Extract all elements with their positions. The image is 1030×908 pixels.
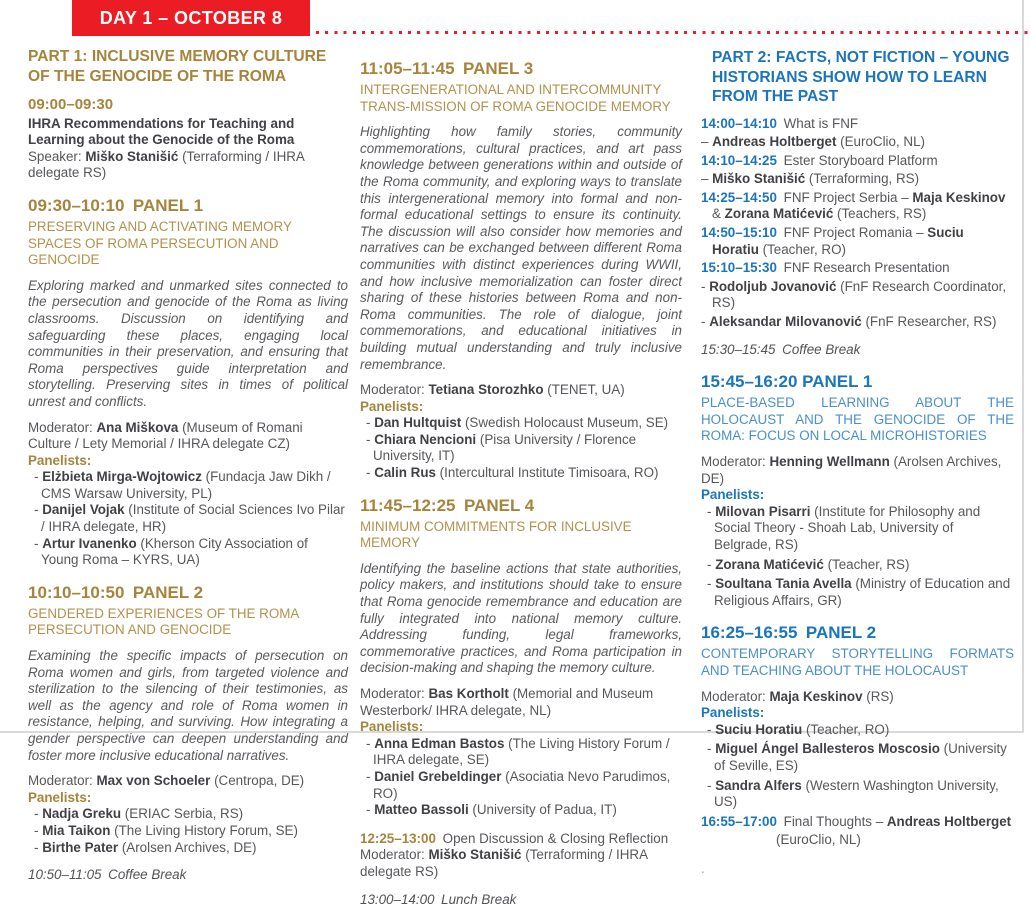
text-segment: (TENET, UA) <box>543 382 625 398</box>
text-segment: Panelists: <box>28 789 92 805</box>
panel-heading <box>701 623 1014 643</box>
schedule-item <box>701 814 1014 831</box>
text-segment: - <box>707 556 716 572</box>
text-segment: Moderator: <box>360 686 429 701</box>
text-segment: - <box>701 314 710 330</box>
panel-subtitle <box>360 82 682 115</box>
text-segment: Artur Ivanenko <box>42 535 137 551</box>
text-segment: Rodoljub Jovanović <box>709 278 837 294</box>
panel-description <box>28 648 348 764</box>
text-segment: (FnF Researcher, RS) <box>861 314 997 330</box>
text-segment: - <box>366 735 375 751</box>
text-segment: (Arolsen Archives, DE) <box>701 454 1002 486</box>
schedule-item <box>701 190 1014 223</box>
text-segment: – <box>701 134 713 150</box>
panelists-label <box>28 453 348 470</box>
text-segment: 09:00–09:30 <box>28 96 114 113</box>
text-segment: (EuroClio, NL) <box>776 832 861 848</box>
text-segment: Zorana Matićević <box>715 556 824 572</box>
panelist <box>28 502 348 535</box>
text-segment: Andreas Holtberget <box>886 813 1012 829</box>
panelist <box>360 802 682 819</box>
text-segment: (Arolsen Archives, DE) <box>118 839 257 855</box>
text-segment: (Teachers, RS) <box>833 206 927 222</box>
text-segment: INTERGENERATIONAL AND INTERCOMMUNITY TRANS-MISSION OF ROMA GENOCIDE MEMORY <box>360 82 671 114</box>
panelist <box>701 778 1014 811</box>
panelist <box>360 415 682 432</box>
text-segment: (Terraforming / IHRA delegate RS) <box>28 148 305 181</box>
text-segment: - <box>34 469 43 485</box>
text-segment: Suciu Horatiu <box>712 225 964 257</box>
panelist <box>701 741 1014 774</box>
text-segment: PRESERVING AND ACTIVATING MEMORY SPACES OF ROMA PERSECUTION AND GENOCIDE <box>28 218 292 268</box>
text-segment: Moderator: <box>360 847 429 863</box>
text-segment: - <box>366 415 375 431</box>
text-segment: (Pisa University / Florence University, IT) <box>373 431 637 464</box>
text-segment: (Ministry of Education and Religious Affairs, GR) <box>714 576 1011 608</box>
text-segment: (Teacher, RO) <box>802 721 890 737</box>
text-segment: & <box>712 206 725 222</box>
text-segment: Mia Taikon <box>42 822 111 838</box>
panelist <box>28 840 348 857</box>
text-segment: 15:10–15:30 <box>701 260 777 276</box>
session-title <box>28 116 348 149</box>
text-segment: Moderator: <box>701 688 770 704</box>
text-segment: Miguel Ángel Ballesteros Moscosio <box>715 741 940 757</box>
text-segment: (Kherson City Association of Young Roma – KYRS, UA) <box>41 535 308 568</box>
panelists-label <box>701 487 1014 504</box>
text-segment: FNF Project Romania – <box>776 225 928 241</box>
text-segment: - <box>707 503 716 519</box>
text-segment: Anna Edman Bastos <box>374 735 505 751</box>
text-segment: 13:00–14:00 Lunch Break <box>360 891 517 907</box>
text-segment: - <box>366 802 375 818</box>
text-segment: GENDERED EXPERIENCES OF THE ROMA PERSECUTION AND GENOCIDE <box>28 605 299 638</box>
text-segment: 16:25–16:55 PANEL 2 <box>701 623 877 643</box>
text-segment: (Institute of Social Sciences Ivo Pilar / IHRA delegate, HR) <box>41 502 345 535</box>
text-segment: - <box>707 721 716 737</box>
text-segment: 11:45–12:25 PANEL 4 <box>360 495 535 515</box>
text-segment: (ERIAC Serbia, RS) <box>121 806 244 822</box>
text-segment: (University of Seville, ES) <box>714 741 1007 773</box>
panelists-label <box>28 790 348 807</box>
text-segment: (Teacher, RO) <box>758 241 846 257</box>
schedule-item <box>701 153 1014 170</box>
text-segment: Ana Miškova <box>96 419 179 435</box>
text-segment: 15:30–15:45 Coffee Break <box>701 341 861 357</box>
text-segment: (Asociatia Nevo Parudimos, RO) <box>373 768 671 801</box>
text-segment: Soultana Tania Avella <box>715 576 852 592</box>
text-segment: Panelists: <box>360 398 424 414</box>
text-segment: Milovan Pisarri <box>715 503 811 519</box>
panel-heading <box>360 496 682 516</box>
text-segment: Moderator: <box>28 773 97 789</box>
coffee-break <box>701 342 1014 359</box>
schedule-item-continuation <box>701 832 1014 849</box>
schedule-speaker <box>701 171 1014 188</box>
panel-heading <box>28 583 348 603</box>
text-segment: Exploring marked and unmarked sites connected to the persecution and genocide of the Roma as living classrooms. Discussion on identifying and safeguarding these places, engaging local communities in their preservation, and ensuring that Roma perspectives guide interpretation and storytelling. Preserving sites in times of political unrest and conflicts. <box>28 277 348 409</box>
text-segment: – <box>701 171 713 187</box>
text-segment: Open Discussion & Closing Reflection <box>435 830 669 846</box>
text-segment: 11:05–11:45 PANEL 3 <box>360 59 534 78</box>
text-segment: Maja Keskinov <box>912 189 1006 205</box>
text-segment: Panelists: <box>360 719 424 735</box>
text-segment: FNF Research Presentation <box>776 260 950 276</box>
text-segment: Danijel Vojak <box>42 502 125 518</box>
text-segment: IHRA Recommendations for Teaching and Learning about the Genocide of the Roma <box>28 115 295 148</box>
text-segment: - <box>701 278 710 294</box>
text-segment: - <box>34 535 43 551</box>
panelist <box>701 722 1014 739</box>
panelist <box>28 823 348 840</box>
panel-subtitle <box>360 519 682 552</box>
text-segment: Zorana Matićević <box>724 206 834 222</box>
panel-heading <box>360 59 682 79</box>
text-segment: Miško Stanišić <box>712 171 806 187</box>
text-segment: 14:25–14:50 <box>701 189 777 205</box>
text-segment: Ester Storyboard Platform <box>776 152 938 168</box>
text-segment: (Terraforming / IHRA delegate RS) <box>360 847 648 879</box>
lunch-break <box>360 892 682 908</box>
panel-subtitle <box>28 219 348 269</box>
text-segment: Tetiana Storozhko <box>428 382 544 398</box>
text-segment: (Western Washington University, US) <box>714 777 999 810</box>
panel-description <box>28 278 348 411</box>
text-segment: Birthe Pater <box>42 839 119 855</box>
program-column-middle <box>360 45 682 908</box>
schedule-item <box>701 116 1014 133</box>
text-segment: - <box>707 576 716 592</box>
text-segment: - <box>707 777 716 793</box>
panel-description <box>360 124 682 373</box>
text-segment: 14:10–14:25 <box>701 152 777 168</box>
text-segment: (EuroClio, NL) <box>836 134 925 150</box>
text-segment: Moderator: <box>701 454 770 469</box>
text-segment: Panelists: <box>701 705 765 721</box>
text-segment: (RS) <box>862 688 894 704</box>
panel-heading <box>701 372 1014 392</box>
text-segment: (University of Padua, IT) <box>468 802 617 818</box>
text-segment: Henning Wellmann <box>769 454 890 469</box>
speaker-line <box>28 149 348 182</box>
text-segment: - <box>34 806 43 822</box>
moderator-line <box>360 382 682 399</box>
stray-mark <box>701 861 1014 878</box>
panelists-label <box>701 705 1014 722</box>
text-segment: Panelists: <box>28 452 92 468</box>
text-segment: What is FNF <box>776 115 859 131</box>
text-segment: MINIMUM COMMITMENTS FOR INCLUSIVE MEMORY <box>360 518 632 551</box>
schedule-item <box>701 260 1014 277</box>
schedule-speaker <box>701 279 1014 312</box>
session-time <box>28 97 348 114</box>
panelist <box>28 806 348 823</box>
moderator-line <box>360 686 682 719</box>
part2-title <box>701 48 1014 107</box>
text-segment: Daniel Grebeldinger <box>374 768 502 784</box>
text-segment: (The Living History Forum / IHRA delegate, SE) <box>373 735 670 768</box>
day-banner <box>72 0 310 36</box>
text-segment: (Museum of Romani Culture / Lety Memorial / IHRA delegate CZ) <box>28 419 303 452</box>
panelist <box>360 465 682 482</box>
panel-heading <box>28 196 348 216</box>
program-column-right <box>701 48 1014 877</box>
text-segment: Final Thoughts – <box>776 813 887 829</box>
text-segment: Moderator: <box>360 382 429 398</box>
text-segment: Dan Hultquist <box>374 415 462 431</box>
panel-subtitle <box>701 646 1014 679</box>
panelist <box>360 432 682 465</box>
text-segment: Identifying the baseline actions that state authorities, policy makers, and institutions should take to ensure that Roma genocide remembrance and education are fully integrated into national memory culture. Addressing funding, legal frameworks, commemorative practices, and Roma participation in decision-making and shaping the memory culture. <box>360 560 682 676</box>
text-segment: Highlighting how family stories, community commemorations, cultural practices, and art pass knowledge between generations within and outside of the Roma community, and exploring ways to translate this intergenerational memory into formal and non-formal educational settings to ensure its continuity. The discussion will also consider how memories and narratives can be exchanged between different Roma communities with distinct experiences during WWII, and how inclusive memorialization can foster direct sharing of these histories between Roma and non-Roma communities. The role of dialogue, joint commemorations, and educational initiatives in building mutual understanding and truly inclusive remembrance. <box>360 124 682 372</box>
text-segment: Miško Stanišić <box>85 148 179 164</box>
text-segment: 14:50–15:10 <box>701 225 777 241</box>
panel-subtitle <box>701 395 1014 445</box>
text-segment: Elżbieta Mirga-Wojtowicz <box>42 469 202 485</box>
text-segment: (Memorial and Museum Westerbork/ IHRA delegate, NL) <box>360 686 654 718</box>
schedule-speaker <box>701 314 1014 331</box>
moderator-line <box>701 689 1014 706</box>
text-segment: - <box>366 768 375 784</box>
panel-description <box>360 561 682 677</box>
text-segment: PLACE-BASED LEARNING ABOUT THE HOLOCAUST AND THE GENOCIDE OF THE ROMA: FOCUS ON LOCAL MICROHISTORIES <box>701 395 1014 444</box>
panelist <box>701 576 1014 609</box>
text-segment: Chiara Nencioni <box>374 431 477 447</box>
text-segment: Calin Rus <box>374 465 436 481</box>
panelist <box>701 557 1014 574</box>
text-segment: (Swedish Holocaust Museum, SE) <box>461 415 669 431</box>
moderator-line <box>28 420 348 453</box>
text-segment: 10:10–10:50 PANEL 2 <box>28 582 204 602</box>
text-segment: - <box>34 839 43 855</box>
panelists-label <box>360 719 682 736</box>
text-segment: CONTEMPORARY STORYTELLING FORMATS AND TEACHING ABOUT THE HOLOCAUST <box>701 646 1014 678</box>
text-segment: PART 1: INCLUSIVE MEMORY CULTURE OF THE GENOCIDE OF THE ROMA <box>28 48 327 85</box>
moderator-line <box>701 454 1014 487</box>
schedule-item <box>701 225 1014 258</box>
text-segment: 15:45–16:20 PANEL 1 <box>701 372 873 392</box>
text-segment: Moderator: <box>28 419 97 435</box>
text-segment: Speaker: <box>28 148 86 164</box>
text-segment: - <box>366 465 375 481</box>
text-segment: Examining the specific impacts of persecution on Roma women and girls, from targeted violence and sterilization to the silencing of their testimonies, as well as the agency and role of Roma women in resistance, helping, and surviving. How integrating a gender perspective can deepen understanding and foster more inclusive educational narratives. <box>28 648 348 763</box>
text-segment: (FnF Research Coordinator, RS) <box>712 278 1007 311</box>
program-column-left <box>28 47 348 884</box>
schedule-speaker <box>701 134 1014 151</box>
moderator-line <box>28 773 348 790</box>
text-segment: Sandra Alfers <box>715 777 802 793</box>
text-segment: - <box>366 431 375 447</box>
text-segment: PART 2: FACTS, NOT FICTION – YOUNG HISTORIANS SHOW HOW TO LEARN FROM THE PAST <box>712 49 1010 105</box>
text-segment: (Fundacja Jaw Dikh / CMS Warsaw University, PL) <box>41 469 331 501</box>
text-segment: Maja Keskinov <box>769 688 863 704</box>
dotted-separator <box>316 31 1028 34</box>
text-segment: (Intercultural Institute Timisoara, RO) <box>435 465 659 481</box>
text-segment: 10:50–11:05 Coffee Break <box>28 867 187 883</box>
text-segment: Andreas Holtberget <box>712 134 837 150</box>
text-segment: 16:55–17:00 <box>701 813 777 829</box>
text-segment: Nadja Greku <box>42 806 122 822</box>
text-segment: - <box>707 741 716 757</box>
panelists-label <box>360 399 682 416</box>
day-banner-title: DAY 1 – OCTOBER 8 <box>99 7 283 28</box>
text-segment: Aleksandar Milovanović <box>709 314 862 330</box>
text-segment: 09:30–10:10 PANEL 1 <box>28 195 204 215</box>
text-segment: Matteo Bassoli <box>374 802 469 818</box>
text-segment: (Terraforming, RS) <box>805 171 920 187</box>
text-segment: Panelists: <box>701 487 765 503</box>
panelist <box>360 769 682 802</box>
panel-subtitle <box>28 606 348 639</box>
text-segment: Miško Stanišić <box>428 847 522 863</box>
text-segment: FNF Project Serbia – <box>776 189 913 205</box>
text-segment: . <box>701 860 705 876</box>
panelist <box>28 469 348 502</box>
panelist <box>360 736 682 769</box>
text-segment: (Institute for Philosophy and Social Theory - Shoah Lab, University of Belgrade, RS) <box>714 503 981 552</box>
text-segment: (Teacher, RS) <box>823 556 910 572</box>
text-segment: 12:25–13:00 <box>360 830 436 846</box>
text-segment: Bas Kortholt <box>428 686 509 701</box>
text-segment: - <box>34 502 43 518</box>
panelist <box>28 536 348 569</box>
panelist <box>701 504 1014 554</box>
part1-title <box>28 47 348 86</box>
text-segment: Suciu Horatiu <box>715 721 803 737</box>
text-segment: - <box>34 822 43 838</box>
text-segment: (The Living History Forum, SE) <box>110 822 298 838</box>
session-line <box>360 831 682 848</box>
moderator-line <box>360 847 682 880</box>
coffee-break <box>28 867 348 884</box>
text-segment: (Centropa, DE) <box>210 773 305 789</box>
text-segment: Max von Schoeler <box>96 773 211 789</box>
text-segment: 14:00–14:10 <box>701 115 777 131</box>
